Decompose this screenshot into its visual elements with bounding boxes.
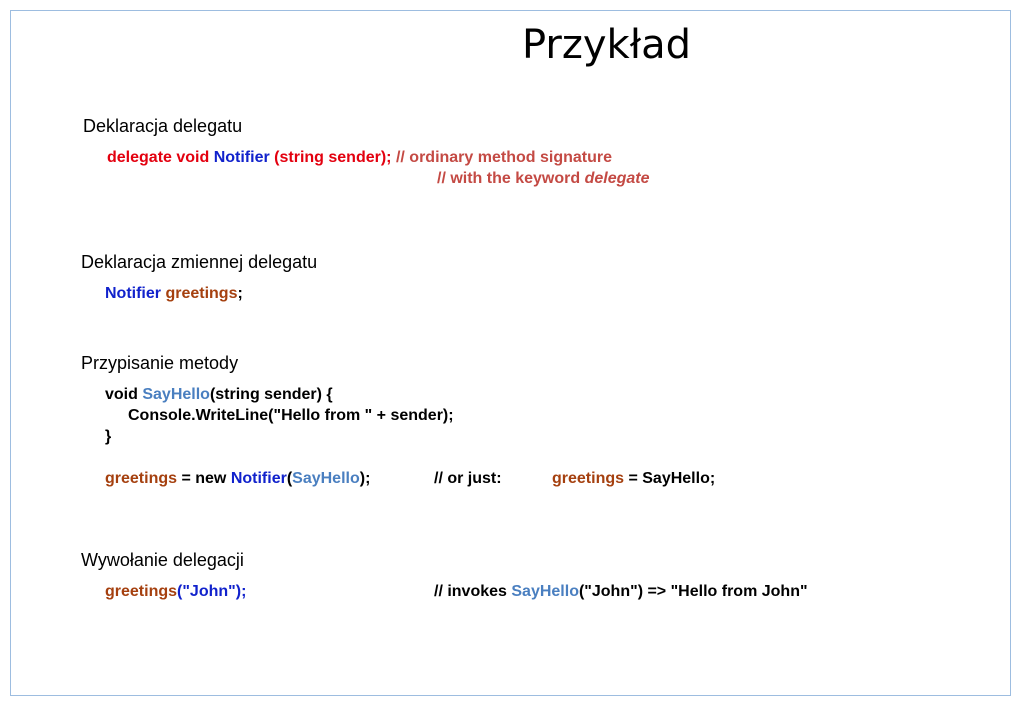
code-invocation-comment [434,583,808,601]
code-comment-line [437,170,650,188]
code-short-assignment [552,470,715,488]
code-var-greetings: greetings [105,583,178,600]
code-keyword: delegate void [107,149,210,166]
heading-delegate-variable: Deklaracja zmiennej delegatu [81,252,318,272]
heading-delegate-invocation: Wywołanie delegacji [81,550,244,570]
code-call-args: ("John"); [177,583,247,600]
code-method-line-3: } [105,428,112,445]
code-var-greetings: greetings [552,470,625,487]
code-type-notifier: Notifier [230,470,287,487]
code-comment-post: ("John") => "Hello from John" [578,583,808,600]
code-keyword-void: void [105,386,138,403]
code-paren-close: ); [359,470,371,487]
code-assignment-line [105,470,370,488]
code-method-line-1 [105,386,333,404]
code-method-sayhello: SayHello [142,386,210,403]
code-invocation-line [105,583,246,601]
code-var-greetings: greetings [165,285,238,302]
code-comment: // ordinary method signature [395,149,612,166]
code-params: (string sender); [274,149,392,166]
code-new-operator: = new [181,470,227,487]
code-delegate-declaration-line [107,149,612,167]
code-type-notifier: Notifier [213,149,270,166]
code-variable-declaration-line [105,285,243,303]
code-method-line-2: Console.WriteLine("Hello from " + sender); [128,407,454,424]
code-semicolon: ; [237,285,243,302]
code-short-assignment-rest: = SayHello; [628,470,716,487]
code-method-signature: (string sender) { [209,386,333,403]
heading-method-assignment: Przypisanie metody [81,353,239,373]
code-method-sayhello: SayHello [292,470,360,487]
code-comment-keyword: delegate [584,170,650,187]
slide-title: Przykład [522,22,691,68]
code-type-notifier: Notifier [105,285,161,302]
code-comment: // with the keyword [437,170,581,187]
heading-delegate-declaration: Deklaracja delegatu [83,116,243,136]
code-var-greetings: greetings [105,470,178,487]
code-or-just-comment: // or just: [434,470,502,487]
code-paren-open: ( [286,470,293,487]
code-method-sayhello: SayHello [511,583,579,600]
code-comment-pre: // invokes [434,583,507,600]
